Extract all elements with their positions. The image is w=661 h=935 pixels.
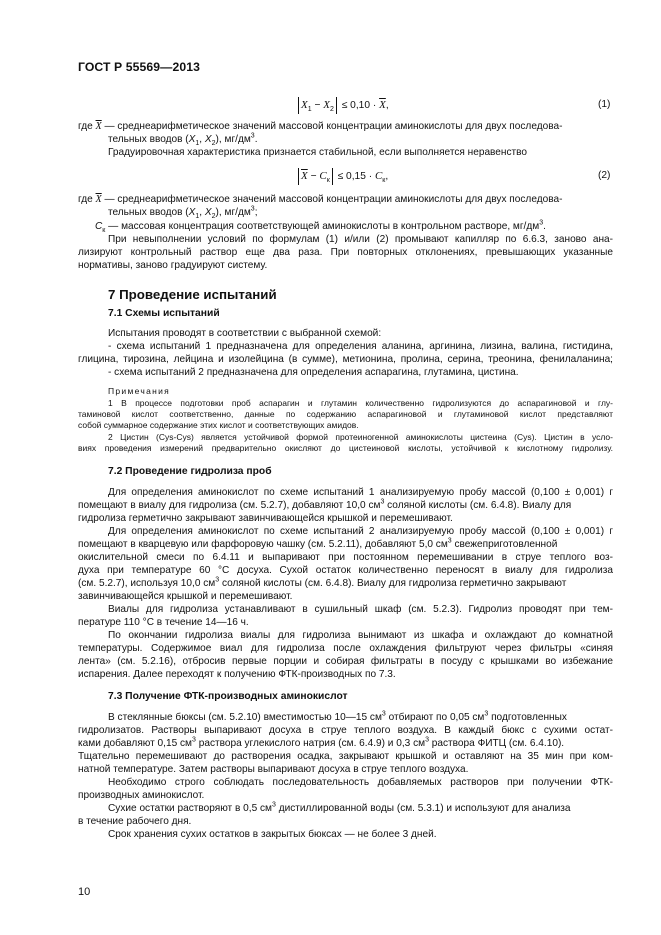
s72-p1-line-2: помещают в виалу для гидролиза (см. 5.2.7), добавляют 10,0 $см^3$ соляной кислоты (см. 6.4.8). Виалу для xyxy=(78,498,572,511)
note-2-line-2: виях проведения измерений предварительно окисляют до цистеиновой кислоты, устойчивой к кислотному гидролизу. xyxy=(78,443,613,453)
s72-p2-line-1: Для определения аминокислот по схеме испытаний 2 анализируемую пробу массой (0,100 ± 0,001) г xyxy=(108,526,613,537)
note-1-line-1: 1 В процессе подготовки проб аспарагин и глутамин количественно гидролизуются до аспарагиновой и глу- xyxy=(108,398,613,408)
page-header: ГОСТ Р 55569—2013 xyxy=(78,60,200,74)
formula-2-number: (2) xyxy=(598,170,611,181)
s72-p2-line-6: завинчивающейся крышкой и перемешивают. xyxy=(78,591,293,602)
notes-title: Примечания xyxy=(108,386,171,396)
formula-2: $\overline{X} - C_к \le 0,15 \cdot C_к$, xyxy=(296,168,388,185)
section-7-2-title: 7.2 Проведение гидролиза проб xyxy=(108,466,272,477)
s73-p4: Срок хранения сухих остатков в закрытых бюксах — не более 3 дней. xyxy=(108,829,437,840)
stability-condition-text: Градуировочная характеристика признается стабильной, если выполняется неравенство xyxy=(108,147,528,158)
s72-p2-line-5: (см. 5.2.7), используя 10,0 $см^3$ соляной кислоты (см. 6.4.8). Виалу для гидролиза герметично закрывают xyxy=(78,576,567,589)
fail-paragraph-line-2: лизируют контрольный раствор еще два раза. При повторных отклонениях, превышающих указанные xyxy=(78,247,613,258)
s73-p2-line-2: производных аминокислот. xyxy=(78,790,205,801)
s71-line-4: - схема испытаний 2 предназначена для определения аспарагина, глутамина, цистина. xyxy=(108,367,519,378)
s73-p1-line-4: Тщательно перемешивают до растворения осадка, закрывают крышкой и оставляют на 35 мин при ком- xyxy=(78,751,613,762)
fail-paragraph-line-3: нормативы, заново градуируют систему. xyxy=(78,260,268,271)
s73-p3-line-1: Сухие остатки растворяют в 0,5 $см^3$ дистиллированной воды (см. 5.3.1) и используют для анализа xyxy=(108,801,571,814)
where-2-line-1: где $\overline{X}$ — среднеарифметическое значений массовой концентрации аминокислоты для двух последова- xyxy=(78,194,563,205)
s71-line-1: Испытания проводят в соответствии с выбранной схемой: xyxy=(108,328,382,339)
s73-p1-line-1: В стеклянные бюксы (см. 5.2.10) вместимостью 10—15 $см^3$ отбирают по 0,05 $см^3$ подготовленных xyxy=(108,710,567,723)
note-2-line-1: 2 Цистин (Cys-Cys) является устойчивой формой протеиногенной аминокислоты цистеина (Cys). Цистин в усло- xyxy=(108,432,613,442)
s73-p1-line-3: ками добавляют 0,15 $см^3$ раствора углекислого натрия (см. 6.4.9) и 0,3 $см^3$ раствора ФИТЦ (см. 6.4.10). xyxy=(78,736,565,749)
s72-p1-line-3: гидролиза герметично закрывают завинчивающейся крышкой и перемешивают. xyxy=(78,513,453,524)
s72-p3-line-1: Виалы для гидролиза устанавливают в сушильный шкаф (см. 5.2.3). Гидролиз проводят при тем- xyxy=(108,604,613,615)
s73-p1-line-2: гидролизатов. Растворы выпаривают досуха в струе теплого воздуха. В каждый бюкс с сухими остат- xyxy=(78,725,613,736)
formula-1: $X_1 - X_2 \le 0,10 \cdot \overline{X}$, xyxy=(296,97,389,114)
where-2-line-2: тельных вводов ($X_1$, $X_2$), $мг/дм^3$; xyxy=(108,205,258,221)
s72-p2-line-2: помещают в кварцевую или фарфоровую чашку (см. 5.2.11), добавляют 5,0 $см^3$ свежеприготовленной xyxy=(78,537,558,550)
section-7-1-title: 7.1 Схемы испытаний xyxy=(108,308,220,319)
section-7-title: 7 Проведение испытаний xyxy=(108,287,277,302)
s71-line-2: - схема испытаний 1 предназначена для определения аланина, аргинина, лизина, валина, гистидина, xyxy=(108,341,613,352)
where-1-line-2: тельных вводов ($X_1$, $X_2$), $мг/дм^3$. xyxy=(108,132,258,148)
s73-p1-line-5: натной температуре. Затем растворы выпаривают досуха в струе теплого воздуха. xyxy=(78,764,469,775)
where-2-c-definition: $C_к$ — массовая концентрация соответствующей аминокислоты в контрольном растворе, $мг/дм^3$. xyxy=(95,219,546,235)
formula-1-number: (1) xyxy=(598,99,611,110)
s72-p2-line-3: окислительной смеси по 6.4.11 и выпаривают при постоянном перемешивании в струе теплого воз- xyxy=(78,552,613,563)
s72-p1-line-1: Для определения аминокислот по схеме испытаний 1 анализируемую пробу массой (0,100 ± 0,001) г xyxy=(108,487,613,498)
s72-p4-line-1: По окончании гидролиза виалы для гидролиза вынимают из шкафа и охлаждают до комнатной xyxy=(108,630,613,641)
s73-p2-line-1: Необходимо строго соблюдать последовательность добавляемых растворов при получении ФТК- xyxy=(108,777,613,788)
note-1-line-3: собой суммарное содержание этих кислот и соответствующих амидов. xyxy=(78,420,359,430)
s72-p3-line-2: пературе 110 °С в течение 14—16 ч. xyxy=(78,617,249,628)
s72-p4-line-3: лента» (см. 5.2.16), отбросив первые порции и собирая фильтраты в посуду с крышками во избежание xyxy=(78,656,613,667)
fail-paragraph-line-1: При невыполнении условий по формулам (1) и/или (2) промывают капилляр по 6.6.3, заново ана- xyxy=(108,234,613,245)
s72-p4-line-4: испарения. Далее переходят к получению ФТК-производных по 7.3. xyxy=(78,669,396,680)
s72-p4-line-2: температуры. Содержимое виал для гидролиза после охлаждения фильтруют через фильтры «синяя xyxy=(78,643,613,654)
s71-line-3: глицина, тирозина, лейцина и изолейцина (в сумме), метионина, пролина, серина, треонина, фенилаланина; xyxy=(78,354,613,365)
where-1-line-1: где $\overline{X}$ — среднеарифметическое значений массовой концентрации аминокислоты для двух последова- xyxy=(78,121,563,132)
section-7-3-title: 7.3 Получение ФТК-производных аминокислот xyxy=(108,691,348,702)
note-1-line-2: таминовой кислот соответственно, данные по содержанию аспарагиновой и глутаминовой кислот представляют xyxy=(78,409,613,419)
s73-p3-line-2: в течение рабочего дня. xyxy=(78,816,192,827)
s72-p2-line-4: духа при температуре 60 °С досуха. Сухой остаток количественно переносят в виалу для гидролиза xyxy=(78,565,613,576)
page-number: 10 xyxy=(78,886,91,898)
